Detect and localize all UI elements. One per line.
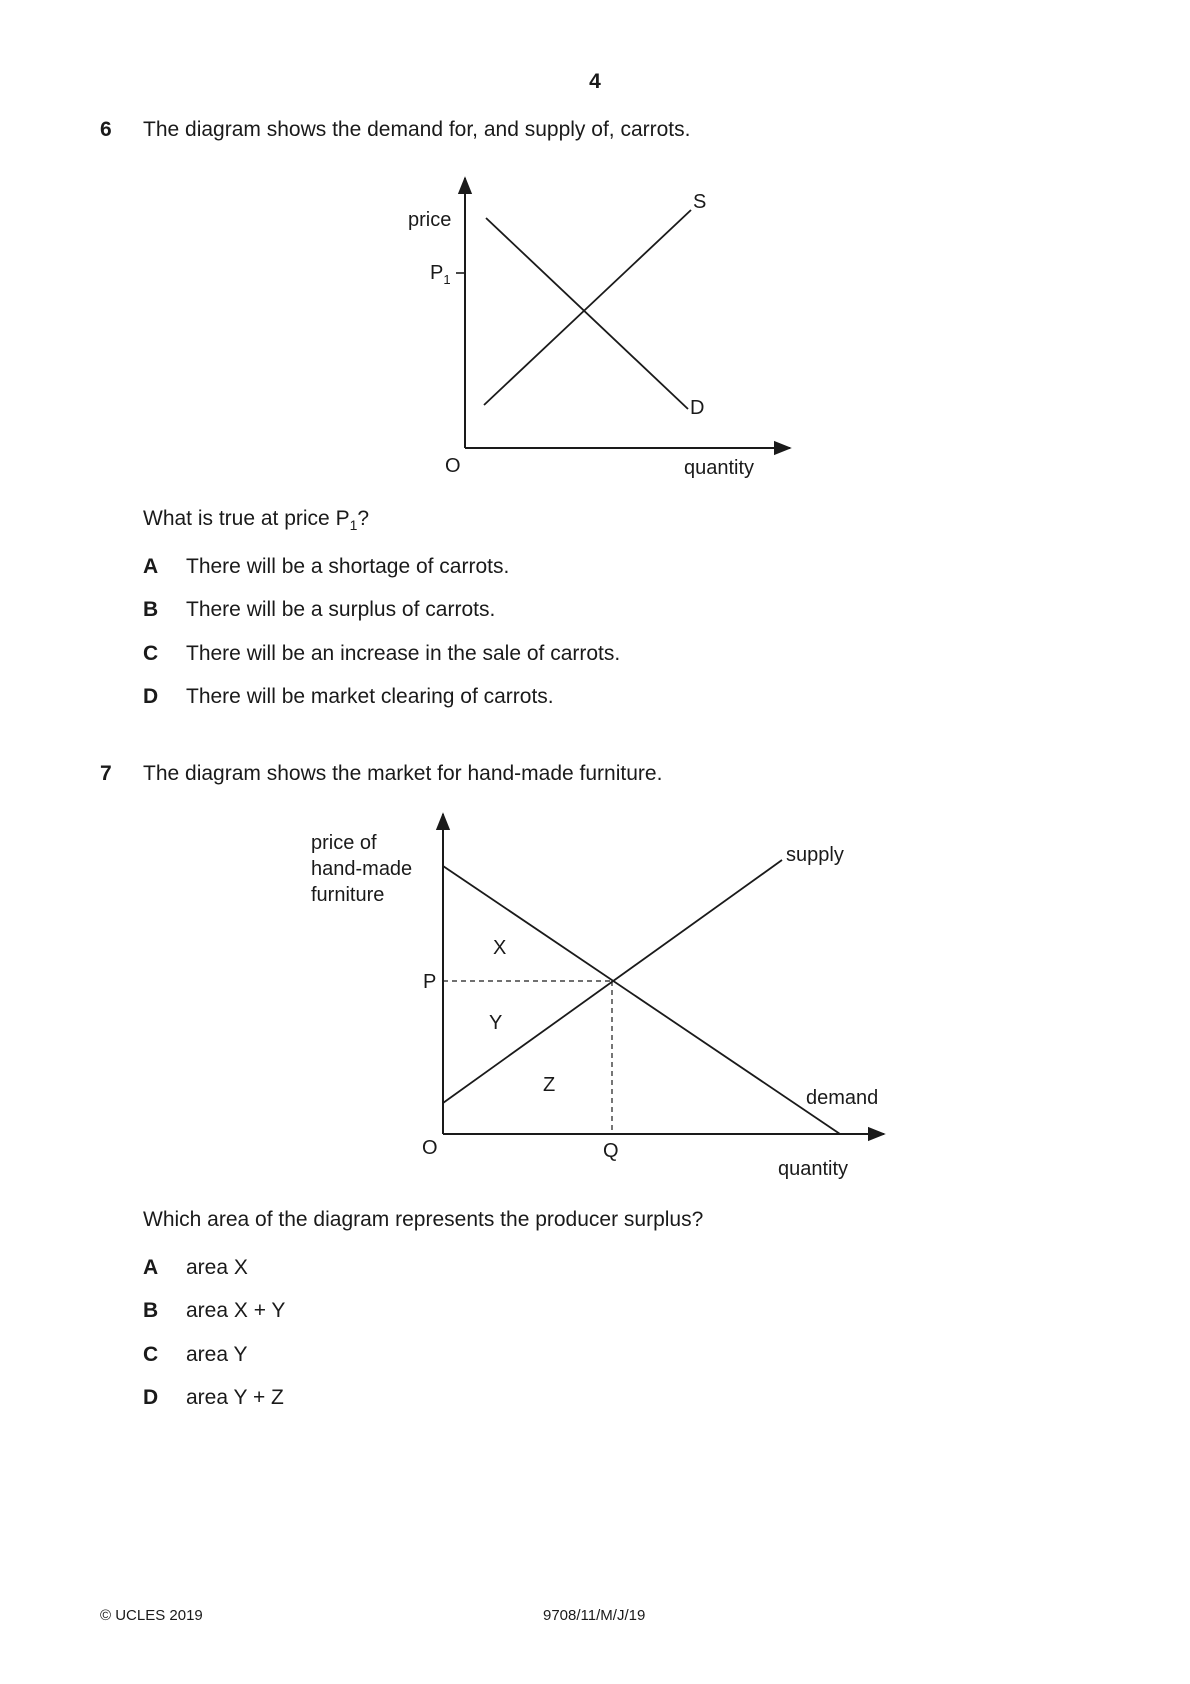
q6-demand-line: [486, 218, 688, 409]
question-6-number: 6: [100, 118, 112, 141]
option-text: area X + Y: [186, 1299, 286, 1322]
option-text: There will be an increase in the sale of carrots.: [186, 642, 621, 665]
option-text: area Y + Z: [186, 1386, 284, 1409]
q7-area-y-label: Y: [489, 1012, 503, 1034]
question-7-number: 7: [100, 762, 112, 785]
option-letter: A: [143, 1256, 159, 1279]
option-text: There will be market clearing of carrots.: [186, 685, 554, 708]
q7-quantity-point-label: Q: [603, 1140, 619, 1162]
option-text: There will be a surplus of carrots.: [186, 598, 496, 621]
question-7-text: The diagram shows the market for hand-made furniture.: [143, 762, 663, 785]
q6-demand-label: D: [690, 397, 705, 419]
option-letter: B: [143, 1299, 159, 1322]
q6-p1-label: $P_1$: [430, 262, 451, 287]
question-7-prompt: Which area of the diagram represents the producer surplus?: [143, 1208, 704, 1231]
page-number: 4: [589, 70, 601, 93]
q7-area-z-label: Z: [543, 1074, 556, 1096]
q7-y-axis-label: price of hand-made furniture: [311, 832, 413, 906]
footer-copyright: © UCLES 2019: [100, 1607, 203, 1624]
option-text: area Y: [186, 1343, 248, 1366]
q7-area-x-label: X: [493, 937, 507, 959]
q7-demand-line: [443, 866, 840, 1134]
option-letter: D: [143, 685, 159, 708]
q7-origin-label: O: [422, 1137, 438, 1159]
option-text: There will be a shortage of carrots.: [186, 555, 510, 578]
option-letter: B: [143, 598, 159, 621]
q7-supply-label: supply: [786, 844, 844, 866]
q6-x-axis-label: quantity: [684, 457, 755, 479]
option-letter: C: [143, 642, 159, 665]
option-letter: C: [143, 1343, 159, 1366]
q6-origin-label: O: [445, 455, 461, 477]
q7-demand-label: demand: [806, 1087, 879, 1109]
q6-y-axis-label: price: [408, 209, 452, 231]
question-7-diagram: [311, 814, 884, 1180]
q6-supply-line: [484, 210, 691, 405]
q7-price-label: P: [423, 971, 437, 993]
q7-x-axis-label: quantity: [778, 1158, 849, 1180]
option-letter: D: [143, 1386, 159, 1409]
footer-code: 9708/11/M/J/19: [543, 1607, 646, 1624]
q6-supply-label: S: [693, 191, 707, 213]
option-text: area X: [186, 1256, 248, 1279]
option-letter: A: [143, 555, 159, 578]
question-6-prompt: What is true at price $P_1$?: [143, 507, 370, 534]
question-6-text: The diagram shows the demand for, and supply of, carrots.: [143, 118, 691, 141]
